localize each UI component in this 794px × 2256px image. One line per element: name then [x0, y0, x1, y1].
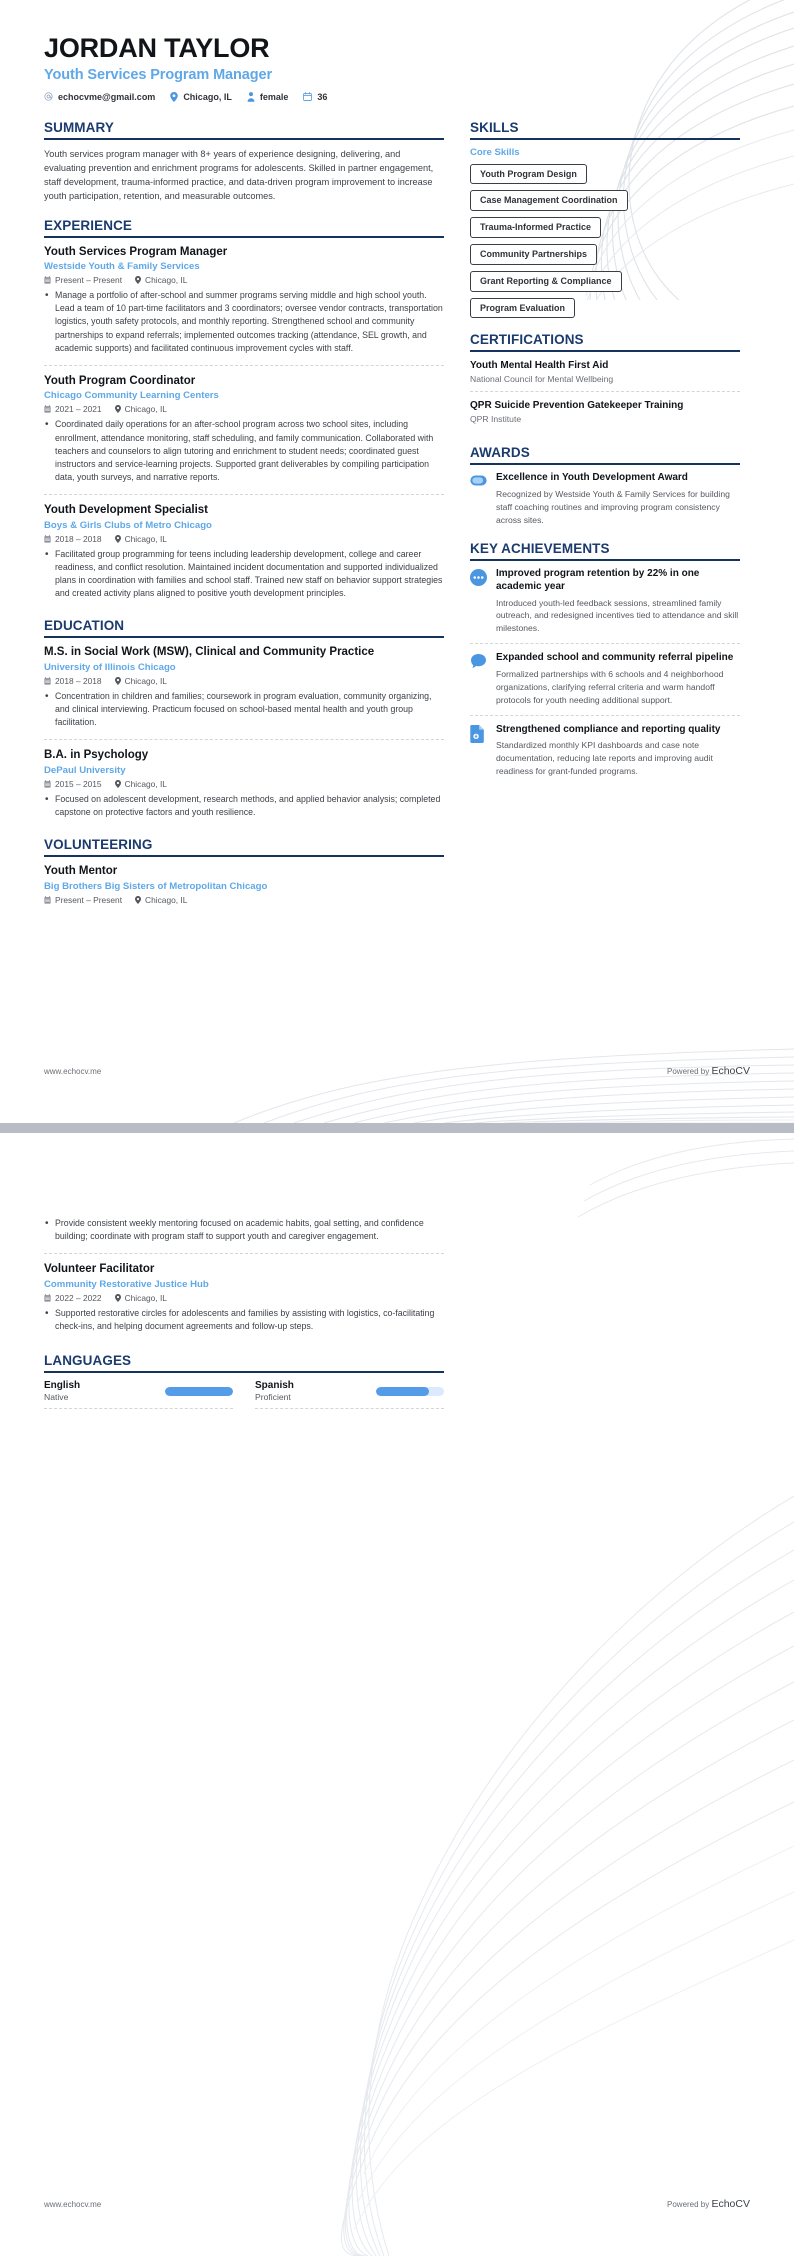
left-column-page2	[44, 1217, 444, 1423]
entry-bullets	[44, 1217, 444, 1243]
entry-dates-text: 2015 – 2015	[55, 778, 102, 789]
entry-location-text: Chicago, IL	[124, 404, 167, 415]
skills-section-title: SKILLS	[470, 120, 740, 140]
section-awards	[470, 445, 740, 526]
entry-location-text: Chicago, IL	[124, 675, 167, 686]
degree-title: M.S. in Social Work (MSW), Clinical and Community Practice	[44, 646, 375, 659]
contact-email-text: echocvme@gmail.com	[58, 91, 156, 102]
section-skills	[470, 120, 740, 319]
degree-title: B.A. in Psychology	[44, 749, 149, 762]
contact-location[interactable]	[170, 92, 232, 102]
entry-dates	[44, 895, 122, 905]
entry-bullets	[44, 690, 444, 730]
footer-website-url[interactable]: www.echocv.me	[44, 2200, 102, 2209]
entry-dates-text: 2018 – 2018	[55, 675, 102, 686]
skill-chip[interactable]: Case Management Coordination	[470, 190, 628, 211]
entry-bullets	[44, 548, 444, 601]
volunteer-org: Community Restorative Justice Hub	[44, 1278, 209, 1290]
entry-bullets	[44, 289, 444, 355]
skill-chip[interactable]: Trauma-Informed Practice	[470, 217, 601, 238]
entry-bullets	[44, 1307, 444, 1333]
language-item	[255, 1380, 444, 1409]
footer-brand	[667, 1065, 750, 1077]
achievement-item	[470, 652, 740, 715]
bullet-item: • Coordinated daily operations for an after-school program across two school sites, including enrollment, attendance monitoring, staff scheduling, and family communication. Collaborated with teachers and counselors to align tutoring and enrichment to student needs; coordinated guest instructors and service-learning projects. Supported grant deliverables by compiling participation data, youth surveys, and narrative reports.	[44, 418, 444, 484]
experience-entry	[44, 503, 444, 604]
employer-name: Westside Youth & Family Services	[44, 261, 200, 273]
volunteering-entry	[44, 1262, 444, 1337]
section-languages	[44, 1353, 444, 1409]
entry-location	[135, 275, 187, 285]
language-name: Spanish	[255, 1380, 294, 1392]
summary-section-title: SUMMARY	[44, 120, 444, 140]
location-pin-icon	[135, 896, 141, 904]
language-proficiency-bar	[376, 1387, 444, 1396]
location-pin-icon	[135, 276, 141, 284]
candidate-name: JORDAN TAYLOR	[44, 33, 270, 63]
achievement-description: Formalized partnerships with 6 schools and 4 neighborhood organizations, clarifying referral criteria and warm handoff protocols for youth needing additional support.	[496, 669, 724, 705]
achievement-title: Improved program retention by 22% in one academic year	[496, 567, 700, 592]
calendar-icon	[303, 92, 312, 101]
footer-brand-name: EchoCV	[711, 1065, 750, 1077]
skill-chip[interactable]: Program Evaluation	[470, 298, 575, 319]
language-proficiency-bar	[165, 1387, 233, 1396]
entry-dates	[44, 275, 122, 285]
award-item	[470, 472, 740, 526]
entry-meta	[44, 676, 444, 686]
location-pin-icon	[115, 780, 121, 788]
entry-bullets	[44, 793, 444, 819]
certification-name: QPR Suicide Prevention Gatekeeper Training	[470, 400, 684, 412]
entry-dates-text: Present – Present	[55, 275, 123, 286]
entry-dates	[44, 534, 102, 544]
resume-page-1	[0, 0, 794, 1123]
entry-location-text: Chicago, IL	[145, 275, 188, 286]
entry-location-text: Chicago, IL	[145, 894, 188, 905]
language-level: Native	[44, 1392, 69, 1403]
entry-dates-text: 2018 – 2018	[55, 533, 102, 544]
education-entry	[44, 645, 444, 740]
decorative-wave-bottom-right-p2	[174, 1496, 794, 2256]
certification-issuer: QPR Institute	[470, 414, 522, 425]
language-text-block	[255, 1380, 294, 1402]
entry-meta	[44, 779, 444, 789]
calendar-icon	[44, 405, 51, 413]
entry-location-text: Chicago, IL	[124, 533, 167, 544]
footer-powered-by-text: Powered by	[667, 2200, 712, 2209]
location-pin-icon	[115, 405, 121, 413]
language-item	[44, 1380, 233, 1409]
entry-location-text: Chicago, IL	[124, 778, 167, 789]
footer-brand-name: EchoCV	[711, 2198, 750, 2210]
achievement-item	[470, 724, 740, 778]
certification-name: Youth Mental Health First Aid	[470, 360, 609, 372]
contact-row	[44, 92, 750, 102]
key-achievements-section-title: KEY ACHIEVEMENTS	[470, 541, 740, 561]
section-volunteering	[44, 837, 444, 904]
language-name: English	[44, 1380, 81, 1392]
job-title: Youth Program Coordinator	[44, 375, 196, 387]
certification-issuer: National Council for Mental Wellbeing	[470, 374, 614, 385]
contact-gender	[247, 92, 289, 102]
entry-meta	[44, 1293, 444, 1303]
page-footer	[44, 2198, 750, 2210]
volunteering-entry-continued	[44, 1217, 444, 1254]
entry-location	[115, 676, 167, 686]
school-name: DePaul University	[44, 764, 126, 776]
location-pin-icon	[115, 1294, 121, 1302]
entry-bullets	[44, 418, 444, 484]
employer-name: Chicago Community Learning Centers	[44, 390, 219, 402]
page-separator	[0, 1123, 794, 1133]
contact-gender-text: female	[259, 91, 289, 102]
achievement-description: Standardized monthly KPI dashboards and case note documentation, reducing late reports and improving audit readiness for grant-funded programs.	[496, 740, 713, 777]
email-icon	[44, 92, 53, 101]
dots-circle-icon	[470, 568, 487, 635]
language-text-block	[44, 1380, 80, 1402]
section-volunteering-continued	[44, 1217, 444, 1337]
document-icon	[470, 724, 487, 778]
experience-entry	[44, 374, 444, 495]
section-experience	[44, 218, 444, 605]
bullet-item: • Supported restorative circles for adolescents and families by assisting with logistics, co-facilitating check-ins, and helping document agreements and follow-up steps.	[44, 1307, 444, 1333]
entry-dates	[44, 404, 102, 414]
footer-powered-by-text: Powered by	[667, 1067, 712, 1076]
achievement-description: Introduced youth-led feedback sessions, streamlined family outreach, and redesigned incentives tied to attendance and skill milestones.	[496, 597, 739, 634]
entry-location-text: Chicago, IL	[124, 1292, 167, 1303]
right-column	[470, 120, 740, 792]
entry-location	[115, 534, 167, 544]
bullet-item: • Focused on adolescent development, research methods, and applied behavior analysis; completed capstone on protective factors and youth resilience.	[44, 793, 444, 819]
volunteering-entry	[44, 864, 444, 904]
entry-location	[115, 779, 167, 789]
skills-group-label: Core Skills	[470, 146, 520, 158]
volunteer-org: Big Brothers Big Sisters of Metropolitan Chicago	[44, 880, 268, 892]
contact-age-text: 36	[317, 91, 328, 102]
bullet-item: • Concentration in children and families; coursework in program evaluation, community organizing, and clinical interviewing. Practicum focused on school-based mental health and youth group facilitation.	[44, 690, 444, 730]
volunteer-role: Volunteer Facilitator	[44, 1263, 155, 1276]
candidate-headline: Youth Services Program Manager	[44, 66, 273, 83]
entry-location	[115, 1293, 167, 1303]
summary-text: Youth services program manager with 8+ years of experience designing, delivering, and evaluating prevention and enrichment programs for adolescents. Skilled in partner engagement, staff development, trauma-informed practice, and data-driven program improvement to increase youth participation, retention, and measurable outcomes.	[44, 148, 434, 202]
language-list	[44, 1380, 444, 1409]
award-description: Recognized by Westside Youth & Family Services for building staff coaching routines and improving program consistency across sites.	[496, 489, 730, 526]
footer-website-url[interactable]: www.echocv.me	[44, 1067, 102, 1076]
education-entry	[44, 748, 444, 823]
resume-header	[44, 34, 750, 102]
entry-dates	[44, 779, 102, 789]
section-certifications	[470, 332, 740, 431]
job-title: Youth Development Specialist	[44, 504, 209, 517]
school-name: University of Illinois Chicago	[44, 661, 176, 673]
bullet-item: • Manage a portfolio of after-school and summer programs serving middle and high school youth. Lead a team of 10 part-time facilitators and 3 coordinators; oversee vendor contracts, transportation logistics, youth safety protocols, and monthly reporting. Strengthened school and community partnerships to expand referrals; implemented outcomes tracking (attendance, SEL growth, and academic supports) and facilitated continuous improvement cycles with staff.	[44, 289, 444, 355]
entry-meta	[44, 895, 444, 905]
calendar-icon	[44, 677, 51, 685]
bullet-item: • Provide consistent weekly mentoring focused on academic habits, goal setting, and confidence building; coordinate with program staff to support youth and caregiver engagement.	[44, 1217, 444, 1243]
contact-location-text: Chicago, IL	[183, 91, 232, 102]
calendar-icon	[44, 780, 51, 788]
award-title: Excellence in Youth Development Award	[496, 472, 688, 484]
location-pin-icon	[115, 677, 121, 685]
achievement-title: Expanded school and community referral pipeline	[496, 652, 734, 664]
skill-chip[interactable]: Community Partnerships	[470, 244, 597, 265]
education-section-title: EDUCATION	[44, 618, 444, 638]
left-column	[44, 120, 444, 919]
job-title: Youth Services Program Manager	[44, 245, 228, 258]
decorative-wave-bottom-right	[234, 923, 794, 1123]
experience-section-title: EXPERIENCE	[44, 218, 444, 238]
achievement-item	[470, 568, 740, 644]
contact-email[interactable]	[44, 92, 155, 102]
page-footer	[44, 1065, 750, 1077]
employer-name: Boys & Girls Clubs of Metro Chicago	[44, 519, 212, 531]
calendar-icon	[44, 535, 51, 543]
certification-item	[470, 399, 740, 431]
section-summary	[44, 120, 444, 204]
languages-section-title: LANGUAGES	[44, 1353, 444, 1373]
entry-meta	[44, 404, 444, 414]
resume-page-2	[0, 1133, 794, 2256]
skill-chip[interactable]: Youth Program Design	[470, 164, 587, 185]
skill-chip-list	[470, 164, 740, 319]
calendar-icon	[44, 1294, 51, 1302]
entry-dates	[44, 676, 102, 686]
volunteer-role: Youth Mentor	[44, 865, 118, 878]
language-level: Proficient	[255, 1392, 291, 1403]
entry-dates	[44, 1293, 102, 1303]
entry-location	[115, 404, 167, 414]
entry-meta	[44, 534, 444, 544]
entry-location	[135, 895, 187, 905]
location-pin-icon	[170, 92, 178, 102]
section-key-achievements	[470, 541, 740, 778]
achievement-title: Strengthened compliance and reporting quality	[496, 723, 721, 735]
chat-bubble-icon	[470, 652, 487, 706]
experience-entry	[44, 245, 444, 366]
entry-meta	[44, 275, 444, 285]
awards-section-title: AWARDS	[470, 445, 740, 465]
badge-pill-icon	[470, 472, 487, 526]
entry-dates-text: 2021 – 2021	[55, 404, 102, 415]
calendar-icon	[44, 276, 51, 284]
entry-dates-text: Present – Present	[55, 894, 123, 905]
skill-chip[interactable]: Grant Reporting & Compliance	[470, 271, 622, 292]
location-pin-icon	[115, 535, 121, 543]
footer-brand	[667, 2198, 750, 2210]
certification-item	[470, 359, 740, 392]
certifications-section-title: CERTIFICATIONS	[470, 332, 740, 352]
volunteering-section-title: VOLUNTEERING	[44, 837, 444, 857]
calendar-icon	[44, 896, 51, 904]
contact-age	[303, 92, 327, 102]
section-education	[44, 618, 444, 823]
bullet-item: • Facilitated group programming for teens including leadership development, college and career readiness, and conflict resolution. Maintained incident documentation and supported individualized plans in coordination with families and school staff. Trained new staff on behavior support strategies and created activity plans aligned to positive youth development principles.	[44, 548, 444, 601]
person-icon	[247, 92, 255, 102]
entry-dates-text: 2022 – 2022	[55, 1292, 102, 1303]
